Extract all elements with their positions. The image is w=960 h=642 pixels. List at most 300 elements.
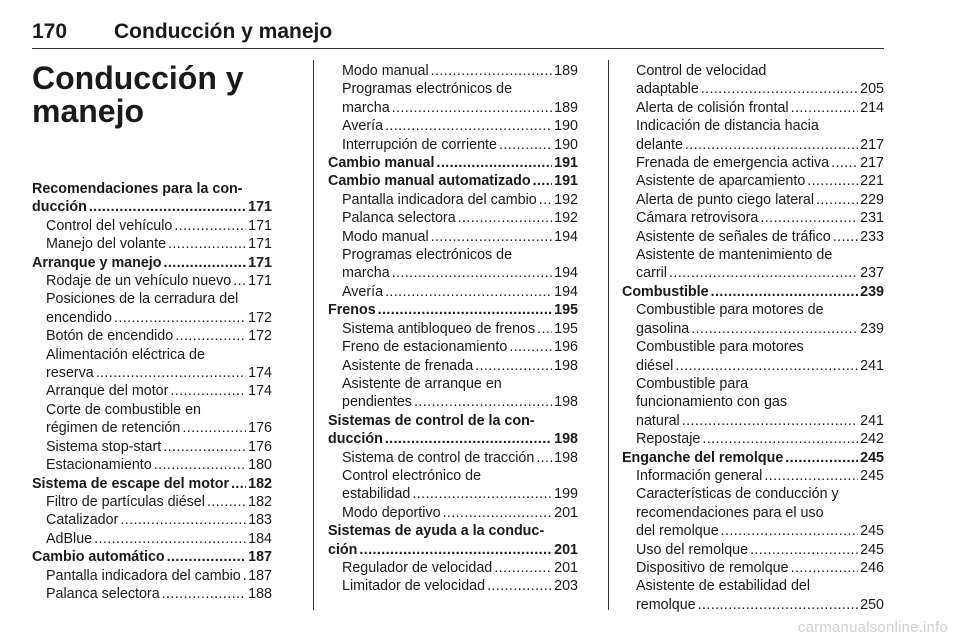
toc-entry[interactable] [622,283,884,301]
toc-entry[interactable] [622,375,884,393]
toc-entry-page: 191 [554,155,578,172]
page-number: 170 [32,20,68,43]
toc-entry-page: 231 [860,210,884,227]
toc-entry-page: 237 [860,265,884,282]
toc-entry-title: Repostaje [636,431,701,448]
toc-entry[interactable] [622,541,884,559]
toc-entry-page: 192 [554,191,578,208]
toc-entry-title: Manejo del volante [46,236,167,253]
leader-dots [89,198,246,216]
toc-entry-title: Filtro de partículas diésel [46,493,205,510]
toc-entry-title: Características de conducción y [636,486,839,503]
toc-entry-page: 187 [248,549,272,566]
toc-entry-title: AdBlue [46,530,93,547]
leader-dots [164,254,247,272]
toc-entry-page: 194 [554,283,578,300]
toc-entry-title: Cámara retrovisora [636,210,759,227]
leader-dots [94,530,246,548]
toc-entry-page: 201 [554,541,578,558]
toc-entry-title: Sistema de escape del motor [32,475,230,492]
toc-entry-page: 198 [554,431,578,448]
leader-dots [170,382,246,400]
toc-entry-page: 201 [554,559,578,576]
toc-entry-title: Alerta de punto ciego lateral [636,191,815,208]
toc-entry-page: 184 [248,530,272,547]
toc-entry[interactable] [328,62,578,80]
toc-entry-page: 246 [860,559,884,576]
toc-entry-page: 245 [860,467,884,484]
toc-entry-title: Alerta de colisión frontal [636,99,789,116]
toc-entry-page: 180 [248,457,272,474]
toc-entry-title: Corte de combustible en [46,401,201,418]
leader-dots [691,320,858,338]
toc-entry-title: Regulador de velocidad [342,559,493,576]
toc-entry-title: Control electrónico de [342,467,482,484]
toc-entry-page: 233 [860,228,884,245]
page-header [32,12,884,52]
toc-entry-title: Asistente de mantenimiento de [636,247,833,264]
toc-entry-title: Rodaje de un vehículo nuevo [46,273,232,290]
toc-entry-page: 174 [248,383,272,400]
toc-entry-title: Interrupción de corriente [342,136,497,153]
toc-entry[interactable] [328,559,578,577]
toc-entry[interactable] [328,485,578,503]
leader-dots [436,154,552,172]
toc-entry[interactable] [622,80,884,98]
toc-entry[interactable] [32,180,272,198]
leader-dots [231,475,246,493]
toc-entry[interactable] [328,467,578,485]
toc-entry-page: 245 [860,449,884,466]
toc-entry-title: Frenada de emergencia activa [636,155,830,172]
toc-entry-title: Modo manual [342,228,429,245]
toc-entry[interactable] [328,504,578,522]
leader-dots [120,511,246,529]
leader-dots [168,235,246,253]
toc-entry[interactable] [32,364,272,382]
toc-entry-title: Arranque y manejo [32,254,162,271]
toc-entry-title: Sistema antibloqueo de frenos [342,320,536,337]
toc-entry-title: ducción [328,431,383,448]
toc-entry[interactable] [32,511,272,529]
toc-entry-page: 201 [554,504,578,521]
toc-entry-page: 189 [554,99,578,116]
toc-entry[interactable] [328,577,578,595]
toc-entry-title: delante [636,136,683,153]
toc-entry[interactable] [32,254,272,272]
toc-entry[interactable] [622,117,884,135]
leader-dots [494,559,552,577]
toc-entry-page: 250 [860,596,884,613]
toc-entry-title: Combustible [622,283,709,300]
toc-entry-title: gasolina [636,320,690,337]
toc-entry[interactable] [32,419,272,437]
leader-dots [385,430,552,448]
leader-dots [163,438,246,456]
toc-entry[interactable] [622,99,884,117]
toc-entry[interactable] [622,154,884,172]
toc-entry[interactable] [328,357,578,375]
toc-entry[interactable] [328,522,578,540]
leader-dots [682,412,858,430]
toc-entry-title: Posiciones de la cerradura del [46,291,239,308]
toc-entry[interactable] [622,246,884,264]
toc-entry[interactable] [32,585,272,603]
toc-entry-page: 183 [248,512,272,529]
toc-entry[interactable] [622,430,884,448]
toc-entry[interactable] [622,485,884,503]
toc-entry-page: 196 [554,339,578,356]
leader-dots [764,467,858,485]
toc-entry[interactable] [328,320,578,338]
toc-entry-title: encendido [46,309,112,326]
toc-entry[interactable] [328,541,578,559]
toc-column-3 [622,62,884,614]
toc-entry-page: 194 [554,265,578,282]
leader-dots [458,209,552,227]
leader-dots [539,191,552,209]
leader-dots [154,456,246,474]
leader-dots [537,320,552,338]
toc-entry-page: 245 [860,541,884,558]
leader-dots [96,364,246,382]
chapter-title: Conducción y manejo [32,60,244,129]
toc-entry[interactable] [32,567,272,585]
toc-entry-title: Palanca selectora [46,585,160,602]
toc-entry-title: Asistente de estabilidad del [636,578,811,595]
leader-dots [711,283,859,301]
toc-entry[interactable] [328,301,578,319]
toc-entry-title: Modo deportivo [342,504,441,521]
toc-entry-page: 239 [860,320,884,337]
toc-entry-page: 229 [860,191,884,208]
toc-entry-page: 214 [860,99,884,116]
toc-entry-title: Programas electrónicos de [342,247,513,264]
toc-entry-title: Control del vehículo [46,217,173,234]
leader-dots [698,596,859,614]
toc-entry-title: Combustible para [636,375,749,392]
toc-entry-title: Sistema de control de tracción [342,449,535,466]
toc-entry-page: 171 [248,199,272,216]
toc-entry[interactable] [622,228,884,246]
leader-dots [685,136,858,154]
leader-dots [431,62,553,80]
leader-dots [807,172,858,190]
toc-entry[interactable] [622,209,884,227]
toc-entry-title: natural [636,412,680,429]
toc-entry[interactable] [328,393,578,411]
toc-entry-page: 239 [860,283,884,300]
toc-entry[interactable] [32,401,272,419]
leader-dots [475,357,552,375]
toc-entry-title: Modo manual [342,63,429,79]
toc-entry[interactable] [32,548,272,566]
toc-entry[interactable] [622,320,884,338]
leader-dots [791,559,859,577]
toc-entry-title: marcha [342,99,390,116]
toc-entry-title: Asistente de aparcamiento [636,173,806,190]
leader-dots [162,585,246,603]
toc-entry-title: Dispositivo de remolque [636,559,789,576]
toc-entry[interactable] [328,449,578,467]
leader-dots [499,136,552,154]
toc-entry-title: Combustible para motores de [636,302,824,319]
leader-dots [701,80,858,98]
leader-dots [831,154,858,172]
leader-dots [385,117,552,135]
toc-entries-2 [328,62,578,596]
leader-dots [243,567,246,585]
toc-entry[interactable] [32,327,272,345]
toc-entry-title: funcionamiento con gas [636,394,788,411]
toc-entry[interactable] [328,228,578,246]
toc-entry-title: Asistente de frenada [342,357,474,374]
toc-entry-page: 188 [248,585,272,602]
toc-entry-page: 194 [554,228,578,245]
toc-entry-title: Sistemas de ayuda a la conduc- [328,523,545,540]
leader-dots [207,493,246,511]
toc-entry[interactable] [32,382,272,400]
toc-column-1 [32,62,272,603]
toc-entry-page: 191 [554,173,578,190]
toc-entry[interactable] [328,430,578,448]
toc-entry-page: 171 [248,236,272,253]
toc-entry[interactable] [622,504,884,522]
leader-dots [487,577,552,595]
toc-entry-page: 221 [860,173,884,190]
toc-entry-title: Avería [342,118,384,135]
leader-dots [509,338,552,356]
toc-entry[interactable] [32,198,272,216]
leader-dots [675,357,858,375]
toc-entry[interactable] [622,264,884,282]
toc-entry-title: Información general [636,467,763,484]
leader-dots [167,548,246,566]
leader-dots [414,393,552,411]
toc-entry-title: Sistemas de control de la con- [328,412,535,429]
toc-entry[interactable] [328,412,578,430]
toc-entry[interactable] [622,559,884,577]
leader-dots [702,430,858,448]
leader-dots [760,209,858,227]
leader-dots [175,327,246,345]
toc-entry[interactable] [32,530,272,548]
toc-entry-title: diésel [636,357,674,374]
leader-dots [431,228,553,246]
toc-entry[interactable] [32,235,272,253]
toc-entry-page: 172 [248,309,272,326]
toc-entry-title: Pantalla indicadora del cambio [46,567,241,584]
toc-entry-page: 171 [248,217,272,234]
toc-entry-title: reserva [46,365,94,382]
toc-entry-title: Estacionamiento [46,457,152,474]
toc-entry-page: 171 [248,273,272,290]
toc-entries-3 [622,62,884,614]
toc-entry-title: Enganche del remolque [622,449,784,466]
toc-entry[interactable] [32,475,272,493]
toc-entry-page: 189 [554,63,578,79]
toc-entry-title: Frenos [328,302,376,319]
toc-entry-page: 198 [554,394,578,411]
leader-dots [114,309,246,327]
toc-entry-title: Asistente de señales de tráfico [636,228,831,245]
toc-entry-title: Control de velocidad [636,63,767,79]
toc-entry[interactable] [32,346,272,364]
toc-entry[interactable] [328,283,578,301]
leader-dots [182,419,246,437]
toc-entry-page: 245 [860,523,884,540]
toc-entry-page: 187 [248,567,272,584]
toc-entry-title: del remolque [636,523,719,540]
toc-entry-page: 242 [860,431,884,448]
toc-entry-title: ción [328,541,358,558]
toc-entry-title: marcha [342,265,390,282]
toc-entry-title: Catalizador [46,512,119,529]
toc-entry[interactable] [622,301,884,319]
leader-dots [750,541,858,559]
toc-entry-title: remolque [636,596,696,613]
toc-entry-page: 192 [554,210,578,227]
leader-dots [721,522,858,540]
leader-dots [233,272,246,290]
toc-entry-page: 190 [554,118,578,135]
toc-entry-page: 190 [554,136,578,153]
toc-entry[interactable] [32,438,272,456]
toc-entry-title: Cambio manual [328,155,435,172]
toc-entry[interactable] [32,456,272,474]
toc-entry-page: 182 [248,475,272,492]
toc-entry-title: adaptable [636,81,699,98]
leader-dots [536,449,552,467]
toc-entry-title: estabilidad [342,486,411,503]
toc-column-2 [328,62,578,596]
toc-entry-title: Limitador de velocidad [342,578,486,595]
toc-entry-title: Asistente de arranque en [342,375,502,392]
toc-entry-title: Combustible para motores [636,339,804,356]
toc-entry-page: 174 [248,365,272,382]
leader-dots [443,504,553,522]
toc-entry-title: Arranque del motor [46,383,169,400]
leader-dots [816,191,858,209]
toc-entry[interactable] [622,191,884,209]
header-rule [32,48,884,49]
toc-entry-title: Alimentación eléctrica de [46,346,205,363]
toc-entry-page: 241 [860,412,884,429]
toc-entry-page: 198 [554,449,578,466]
toc-entry-title: Programas electrónicos de [342,81,513,98]
toc-entry[interactable] [32,493,272,511]
toc-entry-title: Recomendaciones para la con- [32,181,243,197]
toc-entry-title: recomendaciones para el uso [636,504,824,521]
toc-entry[interactable] [622,577,884,595]
leader-dots [359,541,552,559]
toc-entry[interactable] [622,338,884,356]
watermark: carmanualsonline.info [797,619,948,636]
toc-entry-page: 195 [554,320,578,337]
toc-entry-page: 176 [248,420,272,437]
toc-entry-title: Avería [342,283,384,300]
toc-entry[interactable] [328,172,578,190]
toc-entry-page: 217 [860,155,884,172]
toc-entries-1 [32,180,272,603]
toc-entry[interactable] [328,117,578,135]
toc-entry[interactable] [622,172,884,190]
toc-entry-title: Cambio automático [32,549,165,566]
leader-dots [412,485,552,503]
toc-entry-title: Palanca selectora [342,210,456,227]
toc-entry-title: ducción [32,199,87,216]
leader-dots [785,449,858,467]
toc-entry-page: 205 [860,81,884,98]
leader-dots [174,217,246,235]
toc-entry-title: Sistema stop-start [46,438,162,455]
toc-entry[interactable] [622,596,884,614]
toc-entry[interactable] [328,80,578,98]
toc-entry[interactable] [622,62,884,80]
toc-entry[interactable] [328,264,578,282]
toc-entry[interactable] [622,393,884,411]
toc-entry[interactable] [622,449,884,467]
leader-dots [385,283,552,301]
column-divider-1 [313,60,314,610]
toc-entry[interactable] [328,375,578,393]
leader-dots [833,228,858,246]
toc-entry-page: 198 [554,357,578,374]
leader-dots [533,172,553,190]
toc-entry[interactable] [32,272,272,290]
toc-entry[interactable] [328,209,578,227]
toc-entry[interactable] [328,191,578,209]
leader-dots [392,264,552,282]
toc-entry[interactable] [32,217,272,235]
toc-entry-title: carril [636,265,667,282]
toc-entry[interactable] [622,412,884,430]
toc-entry[interactable] [622,136,884,154]
toc-entry[interactable] [622,357,884,375]
toc-entry[interactable] [622,467,884,485]
toc-entry-page: 176 [248,438,272,455]
leader-dots [378,301,552,319]
leader-dots [392,99,552,117]
toc-entry-title: Pantalla indicadora del cambio [342,191,537,208]
toc-entry-title: pendientes [342,394,412,411]
toc-entry-title: Uso del remolque [636,541,749,558]
toc-entry-title: Freno de estacionamiento [342,339,508,356]
leader-dots [791,99,859,117]
toc-entry-page: 195 [554,302,578,319]
toc-entry[interactable] [328,99,578,117]
toc-entry-page: 199 [554,486,578,503]
toc-entry-page: 182 [248,493,272,510]
column-divider-2 [608,60,609,610]
toc-entry-page: 217 [860,136,884,153]
toc-entry[interactable] [328,246,578,264]
toc-entry[interactable] [328,136,578,154]
toc-entry[interactable] [328,338,578,356]
leader-dots [669,264,858,282]
toc-entry[interactable] [32,290,272,308]
toc-entry-page: 241 [860,357,884,374]
toc-entry-page: 172 [248,328,272,345]
toc-entry-title: Indicación de distancia hacia [636,118,819,135]
toc-entry-page: 171 [248,254,272,271]
toc-entry[interactable] [622,522,884,540]
toc-entry-title: Cambio manual automatizado [328,173,531,190]
toc-entry-page: 203 [554,578,578,595]
toc-entry[interactable] [32,309,272,327]
running-title: Conducción y manejo [114,20,333,43]
toc-entry[interactable] [328,154,578,172]
